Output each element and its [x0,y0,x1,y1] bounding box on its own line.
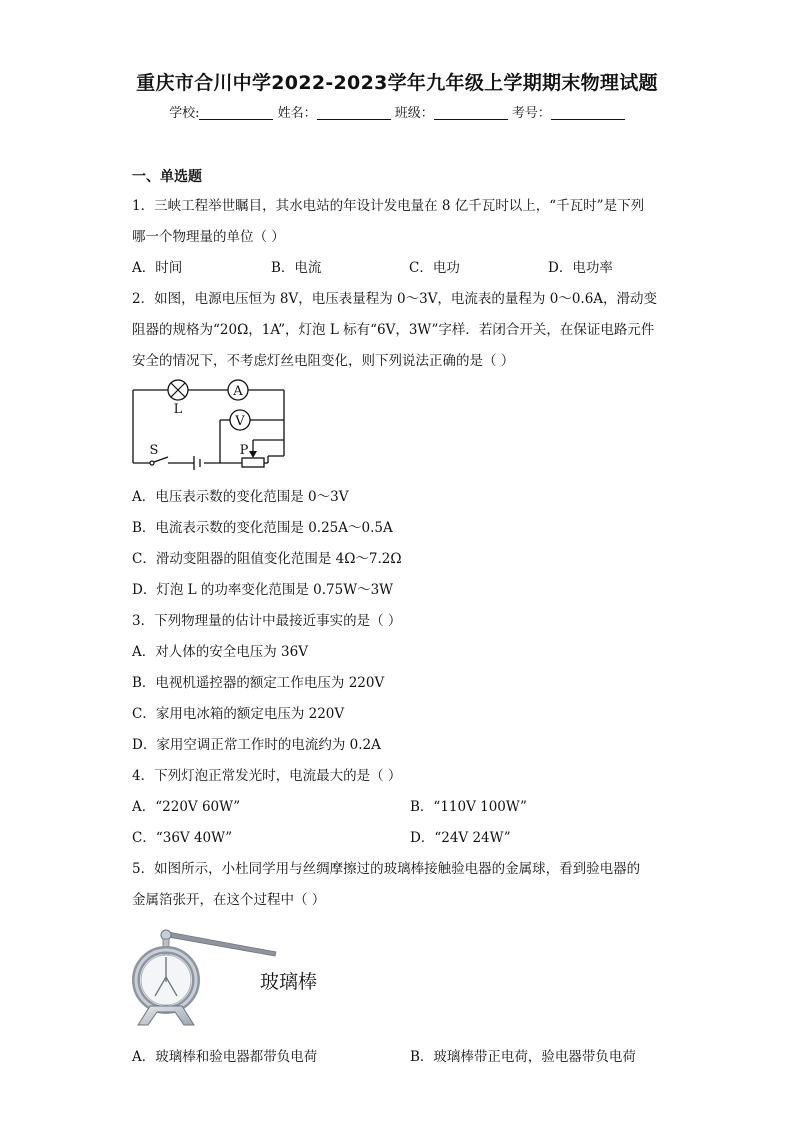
q3-line1: 3．下列物理量的估计中最接近事实的是（ ） [132,613,402,629]
ammeter-label: A [233,384,243,399]
school-blank[interactable] [199,105,273,120]
q1-option-c: C．电功 [409,260,460,276]
ammeter-icon [228,380,248,400]
q2-line3: 安全的情况下，不考虑灯丝电阻变化，则下列说法正确的是（ ） [132,353,515,369]
page-title: 重庆市合川中学2022-2023学年九年级上学期期末物理试题 [136,72,658,94]
q4-option-c: C．“36V 40W” [132,830,233,846]
rheostat [242,458,264,467]
q1-option-a: A．时间 [132,260,183,276]
lamp-label: L [173,402,183,417]
student-info-row [0,102,794,121]
q4-option-a: A．“220V 60W” [132,799,241,815]
q1-option-b: B．电流 [271,260,322,276]
name-blank[interactable] [317,105,391,120]
q3-option-c: C．家用电冰箱的额定电压为 220V [132,706,345,722]
q5-line2: 金属箔张开，在这个过程中（ ） [132,892,326,908]
metal-ball [161,930,171,940]
id-label: 考号： [511,106,551,121]
q5-option-b: B．玻璃棒带正电荷，验电器带负电荷 [410,1049,636,1065]
electroscope-figure [128,922,338,1032]
q5-option-a: A．玻璃棒和验电器都带负电荷 [132,1049,318,1065]
q2-option-a: A．电压表示数的变化范围是 0～3V [132,489,349,505]
q4-option-b: B．“110V 100W” [410,799,527,815]
glass-rod-label: 玻璃棒 [260,971,318,993]
q3-option-a: A．对人体的安全电压为 36V [132,644,308,660]
q1-option-d: D．电功率 [548,260,613,276]
class-label: 班级： [394,106,434,121]
slider-arrow-icon [249,451,257,458]
voltmeter-icon [230,410,250,430]
q3-option-d: D．家用空调正常工作时的电流约为 0.2A [132,737,381,753]
switch-label: S [149,443,159,458]
q4-option-d: D．“24V 24W” [410,830,511,846]
q5-line1: 5．如图所示，小杜同学用与丝绸摩擦过的玻璃棒接触验电器的金属球，看到验电器的 [132,861,641,877]
name-label: 姓名： [277,106,317,121]
lamp-icon [168,380,188,400]
q2-option-c: C．滑动变阻器的阻值变化范围是 4Ω～7.2Ω [132,551,402,567]
q3-option-b: B．电视机遥控器的额定工作电压为 220V [132,675,385,691]
circuit-diagram [128,376,293,472]
class-blank[interactable] [434,105,508,120]
slider-label: P [239,443,249,458]
id-blank[interactable] [551,105,625,120]
q2-option-d: D．灯泡 L 的功率变化范围是 0.75W～3W [132,582,394,598]
q4-line1: 4．下列灯泡正常发光时，电流最大的是（ ） [132,768,402,784]
q1-line2: 哪一个物理量的单位（ ） [132,229,285,245]
q2-line2: 阻器的规格为“20Ω，1A”，灯泡 L 标有“6V，3W”字样．若闭合开关，在保证电路元件 [132,322,655,338]
electroscope-base [138,1006,194,1025]
q2-option-b: B．电流表示数的变化范围是 0.25A～0.5A [132,520,393,536]
q1-line1: 1．三峡工程举世瞩目，其水电站的年设计发电量在 8 亿千瓦时以上，“千瓦时”是下列 [132,198,645,214]
section-heading: 一、单选题 [132,169,202,185]
school-label: 学校: [169,106,200,121]
switch-contact [150,461,154,465]
q2-line1: 2．如图，电源电压恒为 8V，电压表量程为 0～3V，电流表的量程为 0～0.6A，滑动变 [132,291,658,307]
voltmeter-label: V [235,414,245,429]
